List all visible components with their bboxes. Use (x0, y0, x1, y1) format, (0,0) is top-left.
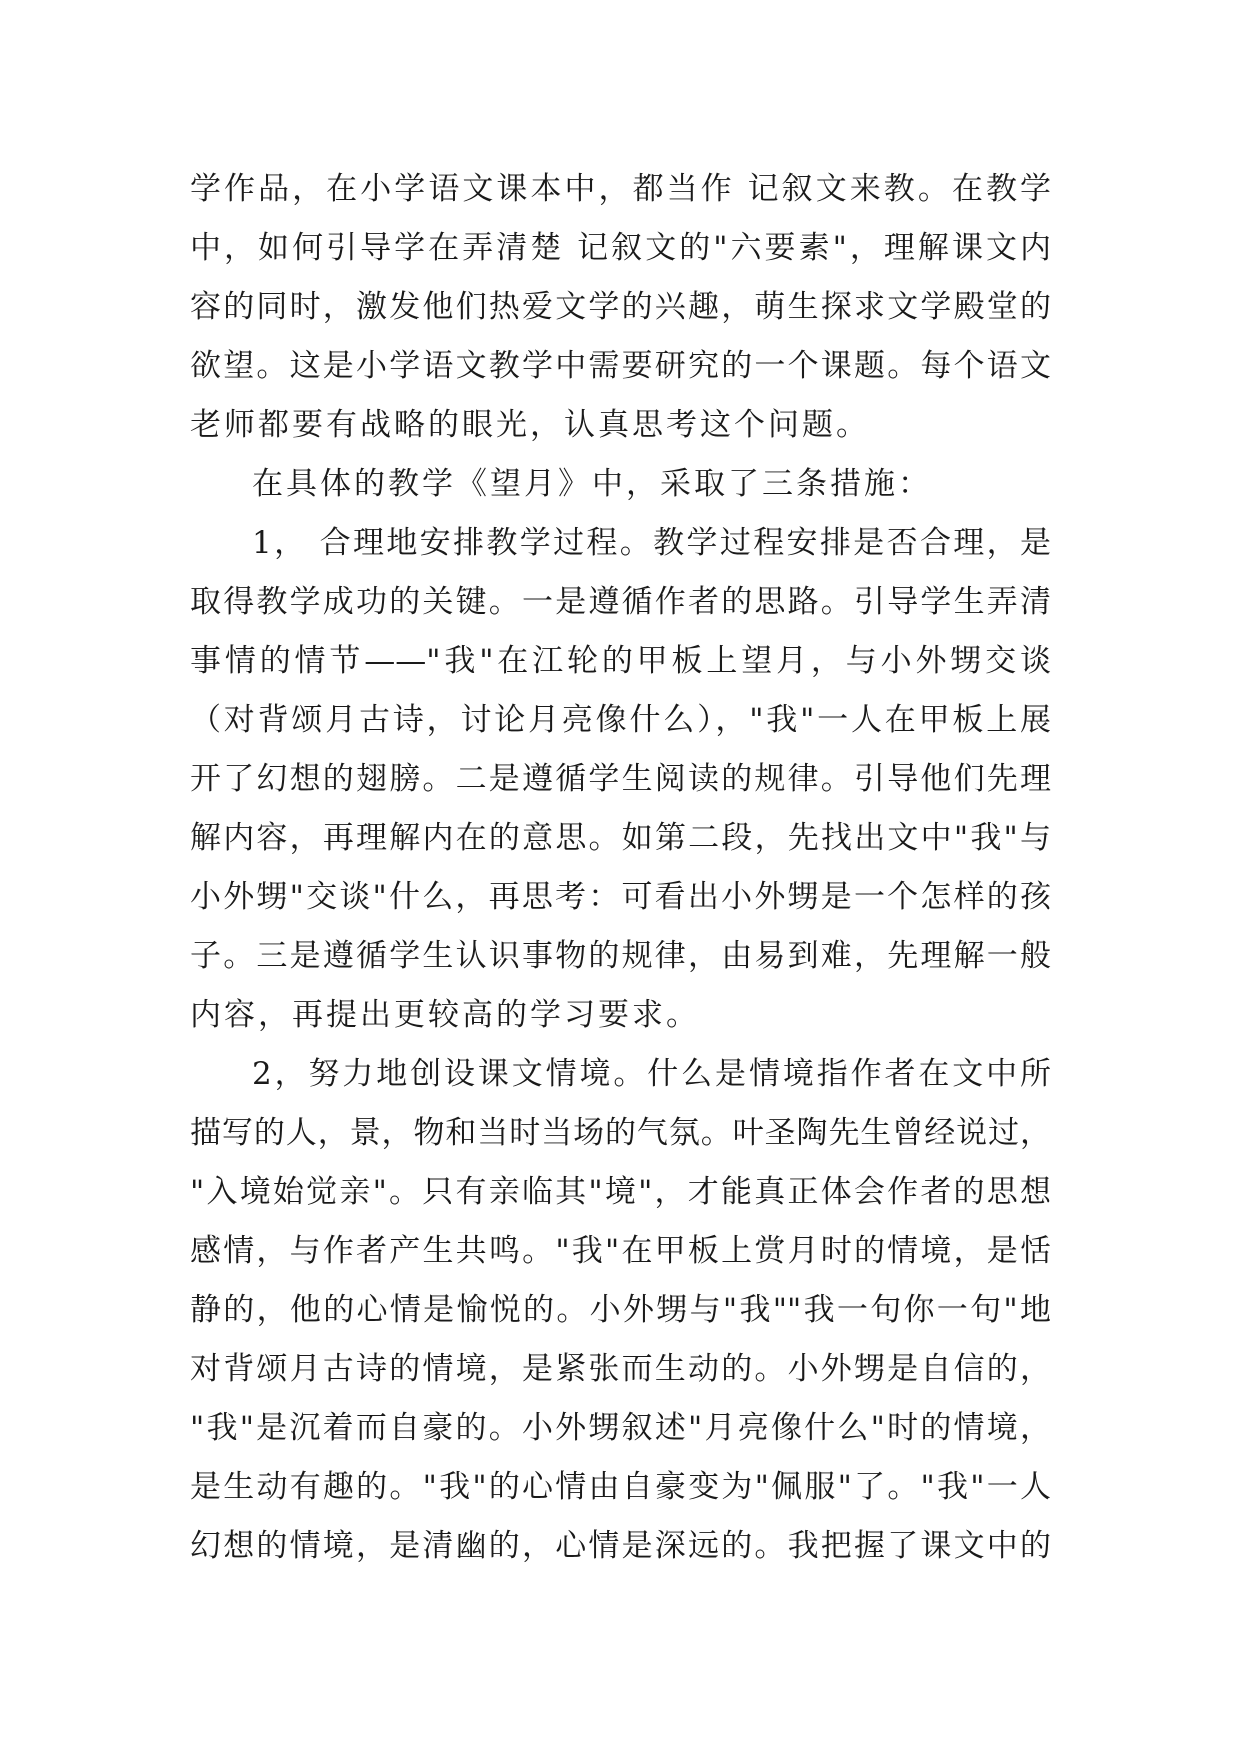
text-line: 感情，与作者产生共鸣。"我"在甲板上赏月时的情境，是恬 (190, 1233, 1051, 1269)
text-line: 2，努力地创设课文情境。什么是情境指作者在文中所 (252, 1056, 1051, 1092)
text-line: 老师都要有战略的眼光，认真思考这个问题。 (190, 407, 870, 443)
text-line: 解内容，再理解内在的意思。如第二段，先找出文中"我"与 (190, 820, 1051, 856)
text-line: 描写的人，景，物和当时当场的气氛。叶圣陶先生曾经说过， (190, 1115, 1051, 1151)
text-line: "我"是沉着而自豪的。小外甥叙述"月亮像什么"时的情境， (190, 1410, 1051, 1446)
text-line: "入境始觉亲"。只有亲临其"境"，才能真正体会作者的思想 (190, 1174, 1051, 1210)
text-line: 在具体的教学《望月》中，采取了三条措施： (252, 466, 932, 502)
document-body (190, 160, 1051, 1576)
text-line: 对背颂月古诗的情境，是紧张而生动的。小外甥是自信的， (190, 1351, 1051, 1387)
text-line: 内容，再提出更较高的学习要求。 (190, 997, 700, 1033)
text-line: 静的，他的心情是愉悦的。小外甥与"我""我一句你一句"地 (190, 1292, 1051, 1328)
text-line: 学作品，在小学语文课本中，都当作 记叙文来教。在教学 (190, 171, 1051, 207)
text-line: 1， 合理地安排教学过程。教学过程安排是否合理，是 (252, 525, 1051, 561)
text-line: 中，如何引导学在弄清楚 记叙文的"六要素"，理解课文内 (190, 230, 1051, 266)
text-line: （对背颂月古诗，讨论月亮像什么），"我"一人在甲板上展 (190, 702, 1051, 738)
text-line: 欲望。这是小学语文教学中需要研究的一个课题。每个语文 (190, 348, 1051, 384)
text-line: 幻想的情境，是清幽的，心情是深远的。我把握了课文中的 (190, 1528, 1051, 1564)
text-line: 子。三是遵循学生认识事物的规律，由易到难，先理解一般 (190, 938, 1051, 974)
text-line: 事情的情节——"我"在江轮的甲板上望月，与小外甥交谈 (190, 643, 1051, 679)
text-line: 取得教学成功的关键。一是遵循作者的思路。引导学生弄清 (190, 584, 1051, 620)
text-line: 容的同时，激发他们热爱文学的兴趣，萌生探求文学殿堂的 (190, 289, 1051, 325)
text-line: 是生动有趣的。"我"的心情由自豪变为"佩服"了。"我"一人 (190, 1469, 1051, 1505)
text-line: 小外甥"交谈"什么，再思考：可看出小外甥是一个怎样的孩 (190, 879, 1051, 915)
text-line: 开了幻想的翅膀。二是遵循学生阅读的规律。引导他们先理 (190, 761, 1051, 797)
